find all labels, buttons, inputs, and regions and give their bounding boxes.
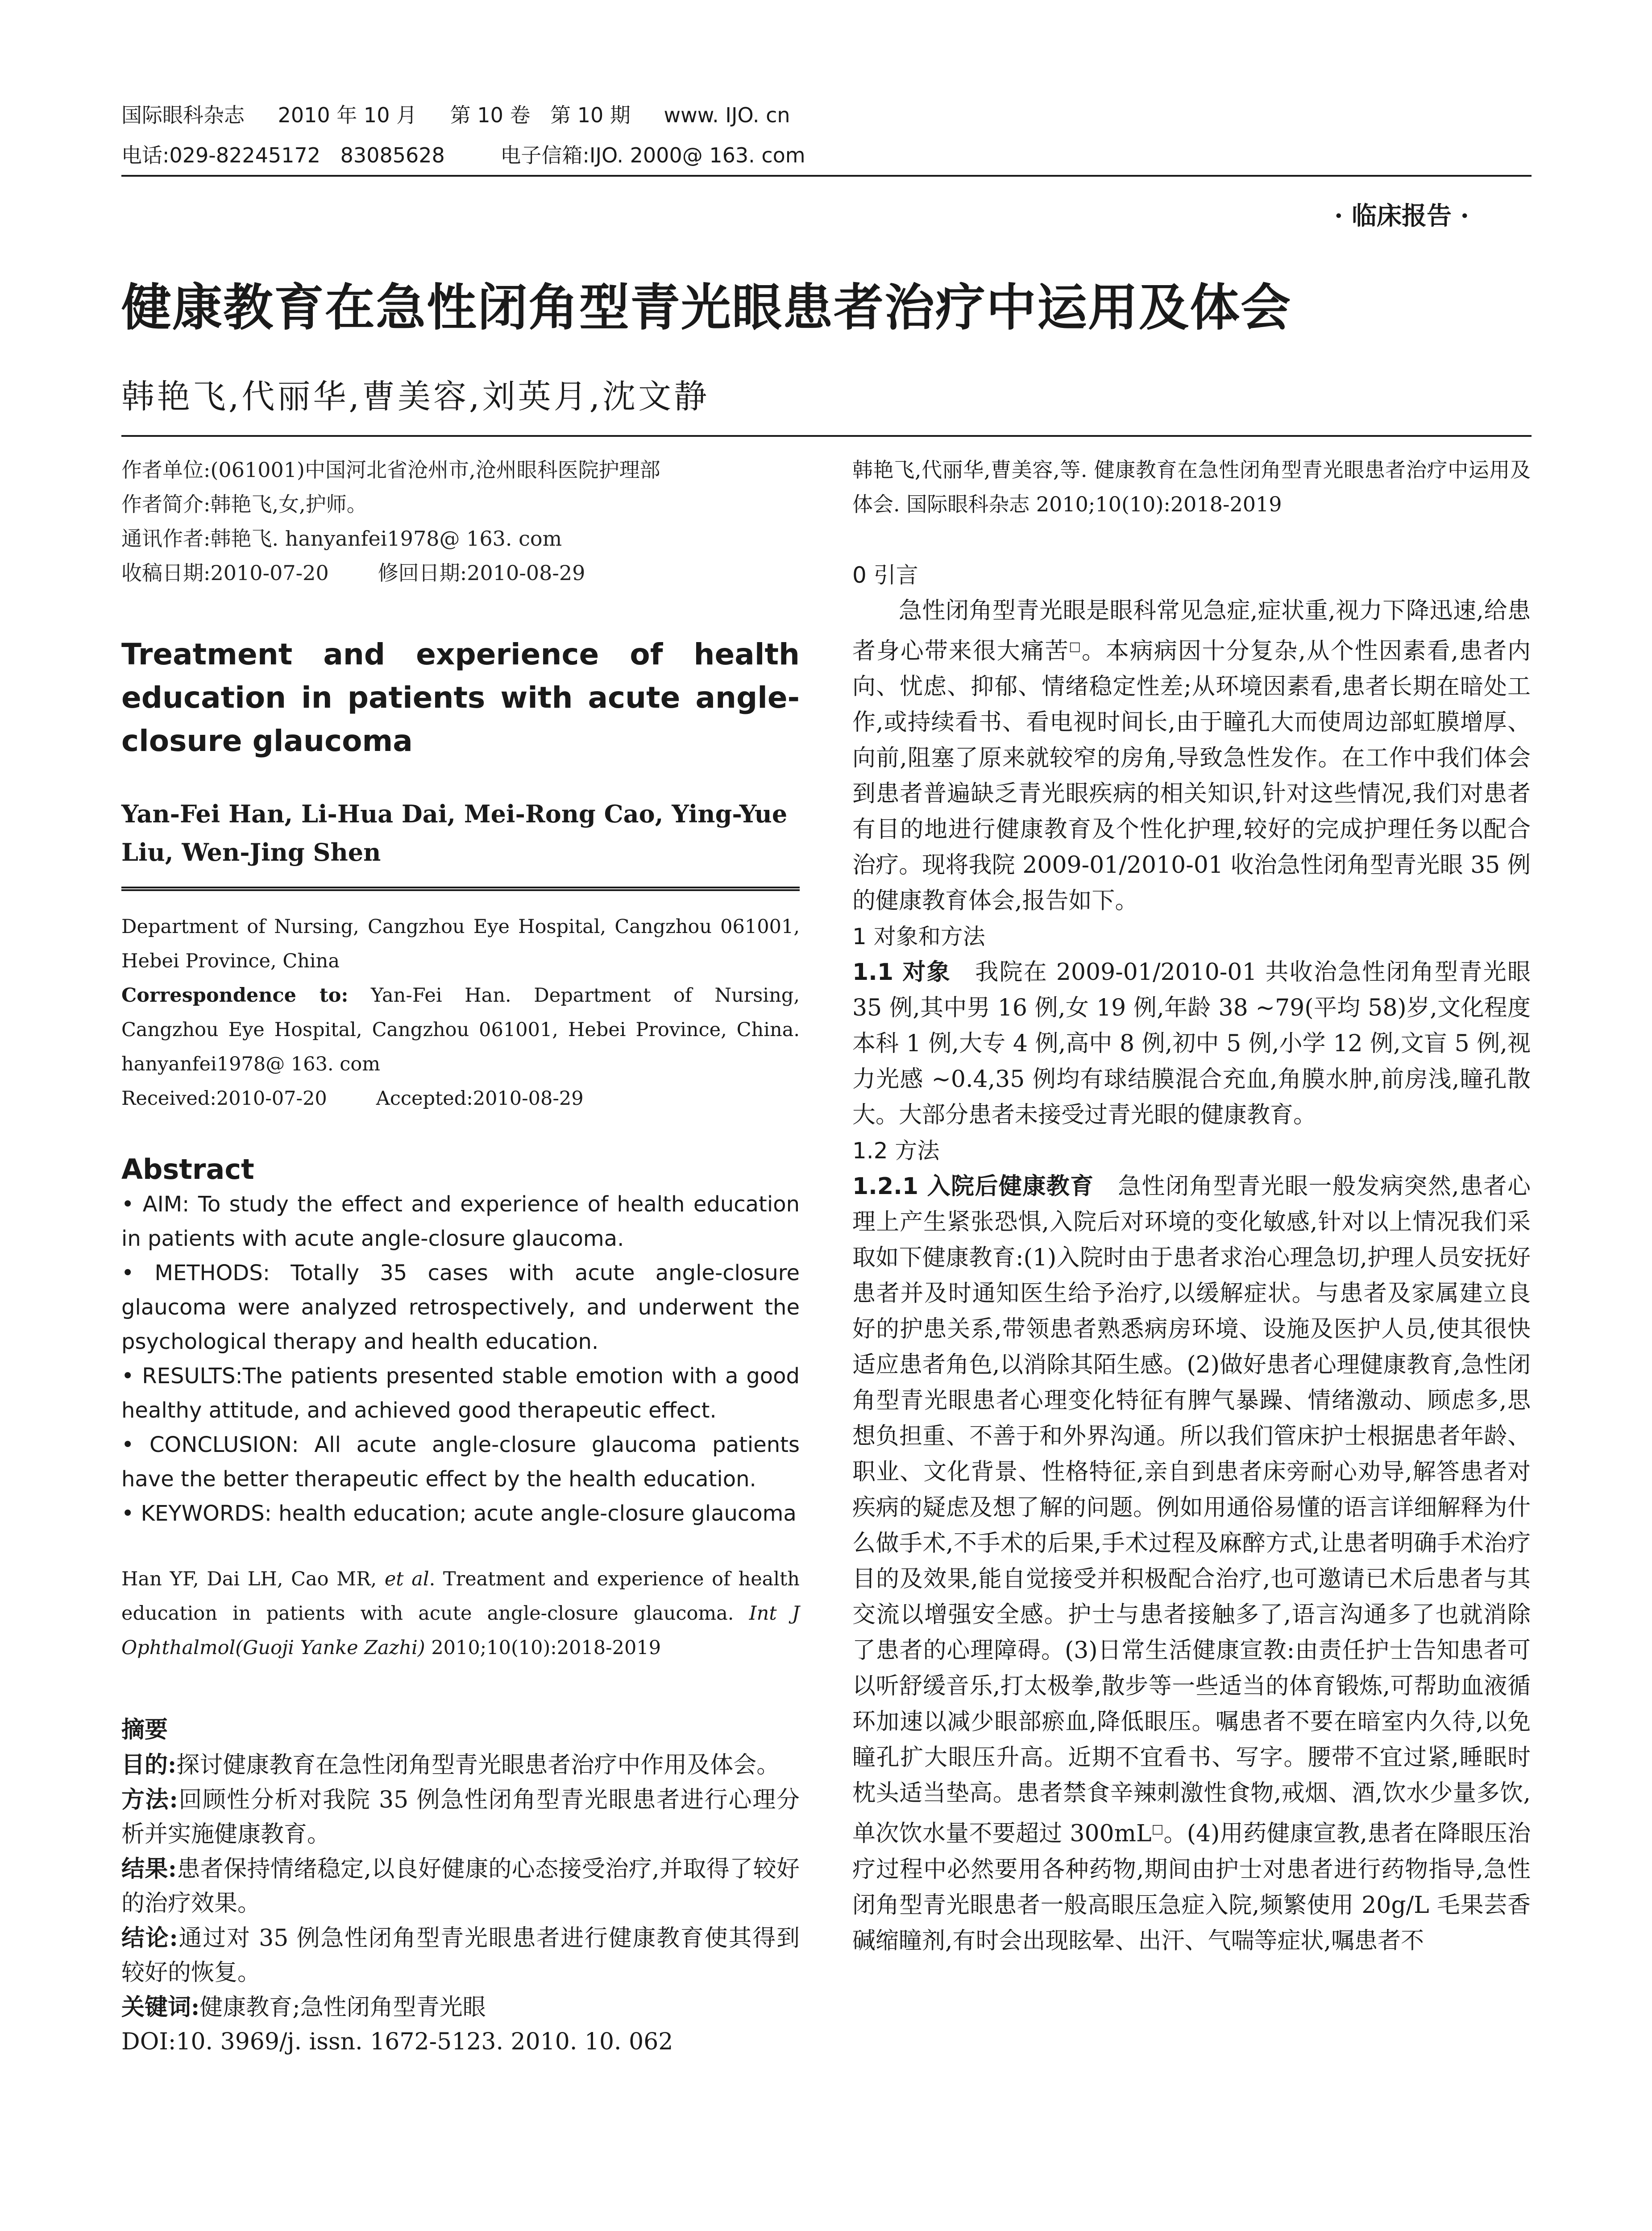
correspondence-en [121,979,800,1082]
journal-header-line2 [121,142,832,169]
cn-aim-text: 探讨健康教育在急性闭角型青光眼患者治疗中作用及体会。 [176,1752,780,1779]
cn-conclusion-text: 通过对 35 例急性闭角型青光眼患者进行健康教育使其得到较好的恢复。 [121,1925,800,1986]
volume: 第 10 卷 [450,103,531,127]
ref-mark-2: □ [1151,1821,1164,1837]
cn-abstract-heading: 摘要 [121,1716,168,1743]
doi: DOI:10. 3969/j. issn. 1672-5123. 2010. 10. 062 [121,2028,673,2055]
section-1-1-label: 1.1 对象 [852,959,951,986]
cn-abstract [121,1748,800,2059]
citation-journal: Int J Ophthalmol(Guoji Yanke Zazhi) [121,1602,800,1659]
section-1-2-1-text-a: 急性闭角型青光眼一般发病突然,患者心理上产生紧张恐惧,入院后对环境的变化敏感,针对以上情况我们采取如下健康教育:(1)入院时由于患者求治心理急切,护理人员安抚好患者并及时通知医生给予治疗,以缓解症状。与患者及家属建立良好的护患关系,带领患者熟悉病房环境、设施及医护人员,使其很快适应患者角色,以消除其陌生感。(2)做好患者心理健康教育,急性闭角型青光眼患者心理变化特征有脾气暴躁、情绪激动、顾虑多,思想负担重、不善于和外界沟通。所以我们管床护士根据患者年龄、职业、文化背景、性格特征,亲自到患者床旁耐心劝导,解答患者对疾病的疑虑及想了解的问题。例如用通俗易懂的语言详细解释为什么做手术,不手术的后果,手术过程及麻醉方式,让患者明确手术治疗目的及效果,能自觉接受并积极配合治疗,也可邀请已术后患者与其交流以增强安全感。护士与患者接触多了,语言沟通多了也就消除了患者的心理障碍。(3)日常生活健康宣教:由责任护士告知患者可以听舒缓音乐,打太极拳,散步等一些适当的体育锻炼,可帮助血液循环加速以减少眼部瘀血,降低眼压。嘱患者不要在暗室内久待,以免瞳孔扩大眼压升高。近期不宜看书、写字。腰带不宜过紧,睡眠时枕头适当垫高。患者禁食辛辣刺激性食物,戒烟、酒,饮水少量多饮,单次饮水量不要超过 300mL [852,1173,1531,1847]
cn-keywords [121,1990,800,2025]
section1-heading: 1 对象和方法 [852,924,985,950]
cn-aim-label: 目的: [121,1751,177,1779]
citation-volume: 2010;10(10):2018-2019 [431,1637,661,1659]
cn-methods [121,1783,800,1852]
section-1-2-1-text-b: 。(4)用药健康宣教,患者在降眼压治疗过程中必然要用各种药物,期间由护士对患者进行药物指导,急性闭角型青光眼患者一般高眼压急症入院,频繁使用 20g/L 毛果芸香碱缩瞳剂,有时会出现眩晕、出汗、气喘等症状,嘱患者不 [852,1820,1531,1954]
cn-methods-label: 方法: [121,1786,178,1813]
author-intro: 作者简介:韩艳飞,女,护师。 [121,492,367,516]
email: 电子信箱:IJO. 2000@ 163. com [500,143,805,167]
accepted-en: Accepted:2010-08-29 [376,1087,584,1110]
section-tag: · 临床报告 · [1334,201,1469,231]
correspondence-label: Correspondence to: [121,984,349,1007]
ref-mark: □ [1069,639,1082,654]
citation-en [121,1562,800,1665]
phone-2: 83085628 [340,143,445,167]
english-title: Treatment and experience of health education in patients with acute angle-closure glaucoma [121,637,800,758]
dates-en [121,1082,800,1116]
intro-heading: 0 引言 [852,562,918,588]
cn-results [121,1852,800,1921]
citation-etal: et al [384,1568,429,1590]
received-en: Received:2010-07-20 [121,1087,327,1110]
section12-heading: 1.2 方法 [852,1138,940,1164]
abstract-methods: • METHODS: Totally 35 cases with acute angle-closure glaucoma were analyzed retrospectively, and underwent the psychological therapy and health education. [121,1261,800,1354]
cn-keywords-text: 健康教育;急性闭角型青光眼 [199,1994,486,2021]
journal-name: 国际眼科杂志 [121,103,245,127]
revised-cn: 修回日期:2010-08-29 [378,561,585,585]
cn-methods-text: 回顾性分析对我院 35 例急性闭角型青光眼患者进行心理分析并实施健康教育。 [121,1787,800,1848]
right-column [852,453,1531,1959]
cn-aim [121,1748,800,1783]
header-rule [121,175,1532,177]
section-1-2-1 [852,1169,1531,1958]
journal-header-line1 [121,102,817,129]
intro-text-a: 急性闭角型青光眼是眼科常见急症,症状重,视力下降迅速,给患者身心带来很大痛苦 [852,597,1531,665]
intro-paragraph [852,593,1531,919]
english-authors: Yan-Fei Han, Li-Hua Dai, Mei-Rong Cao, Ying-Yue Liu, Wen-Jing Shen [121,800,788,867]
affiliation-rule [121,887,800,888]
intro-text-b: 。本病病因十分复杂,从个性因素看,患者内向、忧虑、抑郁、情绪稳定性差;从环境因素看,患者长期在暗处工作,或持续看书、看电视时间长,由于瞳孔大而使周边部虹膜增厚、向前,阻塞了原来就较窄的房角,导致急性发作。在工作中我们体会到患者普遍缺乏青光眼疾病的相关知识,针对这些情况,我们对患者有目的地进行健康教育及个性化护理,较好的完成护理任务以配合治疗。现将我院 2009-01/2010-01 收治急性闭角型青光眼 35 例的健康教育体会,报告如下。 [852,638,1531,915]
dates-cn [121,556,800,590]
phone: 电话:029-82245172 [121,143,321,167]
left-column [121,453,800,2059]
correspondence-text: Yan-Fei Han. Department of Nursing, Cangzhou Eye Hospital, Cangzhou 061001, Hebei Province, China. hanyanfei1978@ 163. com [121,984,800,1075]
title-rule [121,435,1532,437]
department: Department of Nursing, Cangzhou Eye Hospital, Cangzhou 061001, Hebei Province, China [121,916,800,972]
abstract-results: • RESULTS:The patients presented stable emotion with a good healthy attitude, and achieved good therapeutic effect. [121,1364,800,1423]
citation-authors: Han YF, Dai LH, Cao MR, [121,1568,377,1590]
website: www. IJO. cn [664,103,790,127]
received-cn: 收稿日期:2010-07-20 [121,561,329,585]
english-affiliation-block [121,889,800,1116]
section-1-1-text: 我院在 2009-01/2010-01 共收治急性闭角型青光眼 35 例,其中男 16 例,女 19 例,年龄 38 ~79(平均 58)岁,文化程度本科 1 例,大专 4 例,高中 8 例,初中 5 例,小学 12 例,文盲 5 例,视力光感 ~0.4,35 例均有球结膜混合充血,角膜水肿,前房浅,瞳孔散大。大部分患者未接受过青光眼的健康教育。 [852,959,1531,1129]
cn-conclusion [121,1921,800,1990]
authors-cn: 韩艳飞,代丽华,曹美容,刘英月,沈文静 [121,377,710,416]
abstract-conclusion: • CONCLUSION: All acute angle-closure glaucoma patients have the better therapeutic effect by the health education. [121,1432,800,1492]
citation-title: . Treatment and experience of health education in patients with acute angle-closure glaucoma. [121,1568,800,1625]
issue-date: 2010 年 10 月 [278,103,417,127]
abstract-aim: • AIM: To study the effect and experience of health education in patients with acute angle-closure glaucoma. [121,1192,800,1251]
issue: 第 10 期 [550,103,631,127]
cn-keywords-label: 关键词: [121,1994,200,2021]
page-title: 健康教育在急性闭角型青光眼患者治疗中运用及体会 [121,279,1291,337]
cn-results-text: 患者保持情绪稳定,以良好健康的心态接受治疗,并取得了较好的治疗效果。 [121,1856,800,1917]
cn-conclusion-label: 结论: [121,1924,178,1952]
correspondence-cn: 通讯作者:韩艳飞. hanyanfei1978@ 163. com [121,527,562,551]
cn-results-label: 结果: [121,1855,177,1883]
author-unit: 作者单位:(061001)中国河北省沧州市,沧州眼科医院护理部 [121,458,660,482]
cn-citation: 韩艳飞,代丽华,曹美容,等. 健康教育在急性闭角型青光眼患者治疗中运用及体会. 国际眼科杂志 2010;10(10):2018-2019 [852,458,1531,516]
abstract-heading: Abstract [121,1153,254,1186]
abstract-keywords: • KEYWORDS: health education; acute angle-closure glaucoma [121,1501,797,1526]
section-1-2-1-label: 1.2.1 入院后健康教育 [852,1173,1094,1200]
section-1-1 [852,954,1531,1133]
